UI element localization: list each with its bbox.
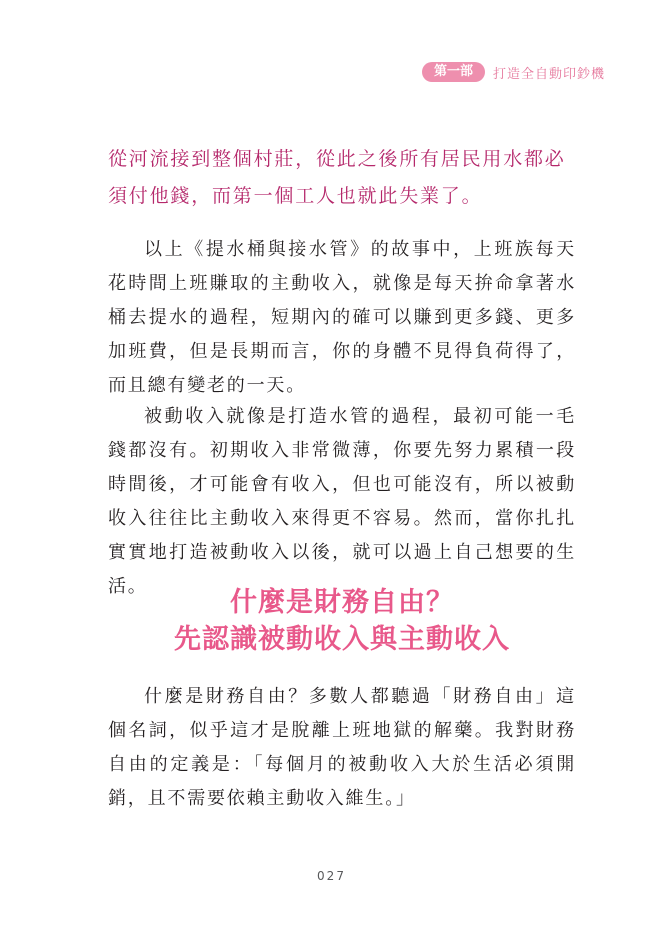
story-quote-text: 從河流接到整個村莊，從此之後所有居民用水都必須付他錢，而第一個工人也就此失業了。	[108, 148, 566, 207]
body-paragraph-2: 被動收入就像是打造水管的過程，最初可能一毛錢都沒有。初期收入非常微薄，你要先努力累積一段時間後，才可能會有收入，但也可能沒有，所以被動收入往往比主動收入來得更不容易。然而，當你扎扎實實地打造被動收入以後，就可以過上自己想要的生活。	[108, 406, 576, 597]
chapter-title: 打造全自動印鈔機	[492, 66, 605, 82]
body-paragraph-1: 以上《提水桶與接水管》的故事中，上班族每天花時間上班賺取的主動收入，就像是每天拚命拿著水桶去提水的過程，短期內的確可以賺到更多錢、更多加班費，但是長期而言，你的身體不見得負荷得了，而且總有變老的一天。	[108, 239, 576, 396]
running-header	[422, 62, 605, 82]
section-heading	[108, 584, 576, 658]
section-paragraph: 什麼是財務自由？多數人都聽過「財務自由」這個名詞，似乎這才是脫離上班地獄的解藥。我對財務自由的定義是：「每個月的被動收入大於生活必須開銷，且不需要依賴主動收入維生。」	[108, 686, 576, 809]
part-badge: 第一部	[422, 62, 485, 82]
section-heading-line-1: 什麼是財務自由？	[230, 587, 454, 618]
section-heading-line-2: 先認識被動收入與主動收入	[174, 624, 510, 655]
page-number: 027	[317, 869, 346, 883]
